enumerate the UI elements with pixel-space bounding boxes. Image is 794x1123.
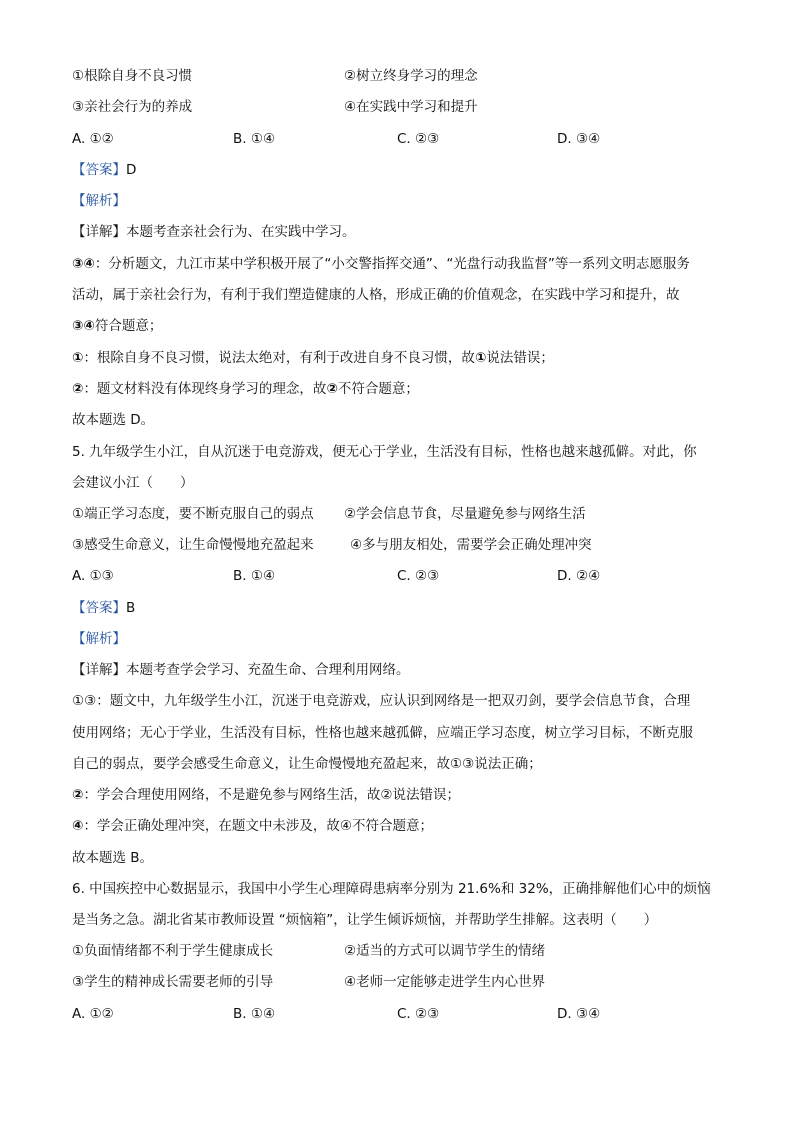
para-text: ：分析题文，九江市某中学积极开展了“小交警指挥交通”、“光盘行动我监督”等一系列文明志愿服务 — [94, 256, 690, 272]
q6-choice-a: A. ①② — [72, 1006, 114, 1022]
q4-choice-a: A. ①② — [72, 131, 114, 147]
q4-para1-line2: 活动，属于亲社会行为，有利于我们塑造健康的人格，形成正确的价值观念，在实践中学习和提升，故 — [72, 287, 680, 303]
q6-choice-c: C. ②③ — [397, 1006, 440, 1022]
para-text: ：题文材料没有体现终身学习的理念，故 — [83, 381, 327, 397]
q4-option-3: ③亲社会行为的养成 — [72, 99, 193, 115]
q4-choice-c: C. ②③ — [397, 131, 440, 147]
q4-detail-line — [72, 223, 356, 241]
option-mark: ④ — [72, 818, 84, 834]
q5-para1-line1: ①③：题文中，九年级学生小江，沉迷于电竞游戏，应认识到网络是一把双刃剑，要学会信息节食，合理 — [72, 693, 691, 709]
q4-para2 — [72, 349, 554, 367]
option-mark: ① — [72, 350, 84, 366]
para-text: 符合题意； — [94, 318, 163, 334]
option-mark: ② — [326, 381, 338, 397]
q6-option-1: ①负面情绪都不利于学生健康成长 — [72, 943, 274, 959]
answer-value: B — [126, 600, 136, 616]
q5-para1-line3: 自己的弱点，要学会感受生命意义，让生命慢慢地充盈起来，故①③说法正确； — [72, 756, 542, 772]
q4-answer-line — [72, 161, 136, 179]
detail-text: 本题考查亲社会行为、在实践中学习。 — [126, 224, 356, 240]
q5-option-2: ②学会信息节食，尽量避免参与网络生活 — [344, 506, 586, 522]
q5-choice-a: A. ①③ — [72, 568, 114, 584]
q4-para3 — [72, 380, 419, 398]
q5-choice-c: C. ②③ — [397, 568, 440, 584]
q5-choice-d: D. ②④ — [557, 568, 601, 584]
answer-tag: 【答案】 — [72, 162, 126, 178]
q6-option-2: ②适当的方式可以调节学生的情绪 — [344, 943, 546, 959]
para-text: 不符合题意； — [337, 381, 419, 397]
q5-para3 — [72, 817, 433, 835]
q5-para2 — [72, 786, 460, 804]
option-mark: ② — [72, 787, 84, 803]
detail-tag: 【详解】 — [72, 662, 126, 678]
q5-option-3: ③感受生命意义，让生命慢慢地充盈起来 — [72, 537, 314, 553]
option-mark: ② — [72, 381, 84, 397]
q4-para1-line3 — [72, 317, 162, 335]
q5-option-1: ①端正学习态度，要不断克服自己的弱点 — [72, 506, 314, 522]
q5-analysis-tag: 【解析】 — [72, 631, 126, 647]
q5-choice-b: B. ①④ — [233, 568, 276, 584]
para-text: 说法错误； — [486, 350, 554, 366]
para-text: ：学会合理使用网络，不是避免参与网络生活，故②说法错误； — [83, 787, 461, 803]
q4-para1-line1 — [72, 255, 690, 273]
q5-stem-line2: 会建议小江（ ） — [72, 475, 194, 491]
q4-analysis-tag: 【解析】 — [72, 193, 126, 209]
q5-conclusion: 故本题选 B。 — [72, 850, 154, 866]
q4-option-4: ④在实践中学习和提升 — [344, 99, 478, 115]
q5-stem-line1: 5. 九年级学生小江，自从沉迷于电竞游戏，便无心于学业，生活没有目标，性格也越来越孤僻。对此，你 — [72, 444, 697, 460]
q4-option-2: ②树立终身学习的理念 — [344, 68, 478, 84]
q4-choice-b: B. ①④ — [233, 131, 276, 147]
option-mark: ③④ — [72, 256, 95, 272]
q4-option-1: ①根除自身不良习惯 — [72, 68, 193, 84]
q6-stem-line1: 6. 中国疾控中心数据显示，我国中小学生心理障碍患病率分别为 21.6%和 32%，正确排解他们心中的烦恼 — [72, 881, 711, 897]
q5-para1-line2: 使用网络；无心于学业，生活没有目标，性格也越来越孤僻，应端正学习态度，树立学习目标，不断克服 — [72, 725, 693, 741]
para-text: ：根除自身不良习惯，说法太绝对，有利于改进自身不良习惯，故 — [83, 350, 475, 366]
para-text: ：学会正确处理冲突，在题文中未涉及，故④不符合题意； — [83, 818, 434, 834]
q4-choice-d: D. ③④ — [557, 131, 601, 147]
q6-option-3: ③学生的精神成长需要老师的引导 — [72, 974, 274, 990]
answer-tag: 【答案】 — [72, 600, 126, 616]
detail-text: 本题考查学会学习、充盈生命、合理利用网络。 — [126, 662, 410, 678]
answer-value: D — [126, 162, 137, 178]
q6-choice-d: D. ③④ — [557, 1006, 601, 1022]
q5-answer-line — [72, 599, 135, 617]
detail-tag: 【详解】 — [72, 224, 126, 240]
q6-stem-line2: 是当务之急。湖北省某市教师设置 “烦恼箱”，让学生倾诉烦恼，并帮助学生排解。这表明（ ） — [72, 912, 658, 928]
q6-choice-b: B. ①④ — [233, 1006, 276, 1022]
q4-conclusion: 故本题选 D。 — [72, 412, 155, 428]
option-mark: ① — [474, 350, 487, 366]
option-mark: ③④ — [72, 318, 95, 334]
q6-option-4: ④老师一定能够走进学生内心世界 — [344, 974, 546, 990]
q5-detail-line — [72, 661, 410, 679]
q5-option-4: ④多与朋友相处，需要学会正确处理冲突 — [350, 537, 592, 553]
